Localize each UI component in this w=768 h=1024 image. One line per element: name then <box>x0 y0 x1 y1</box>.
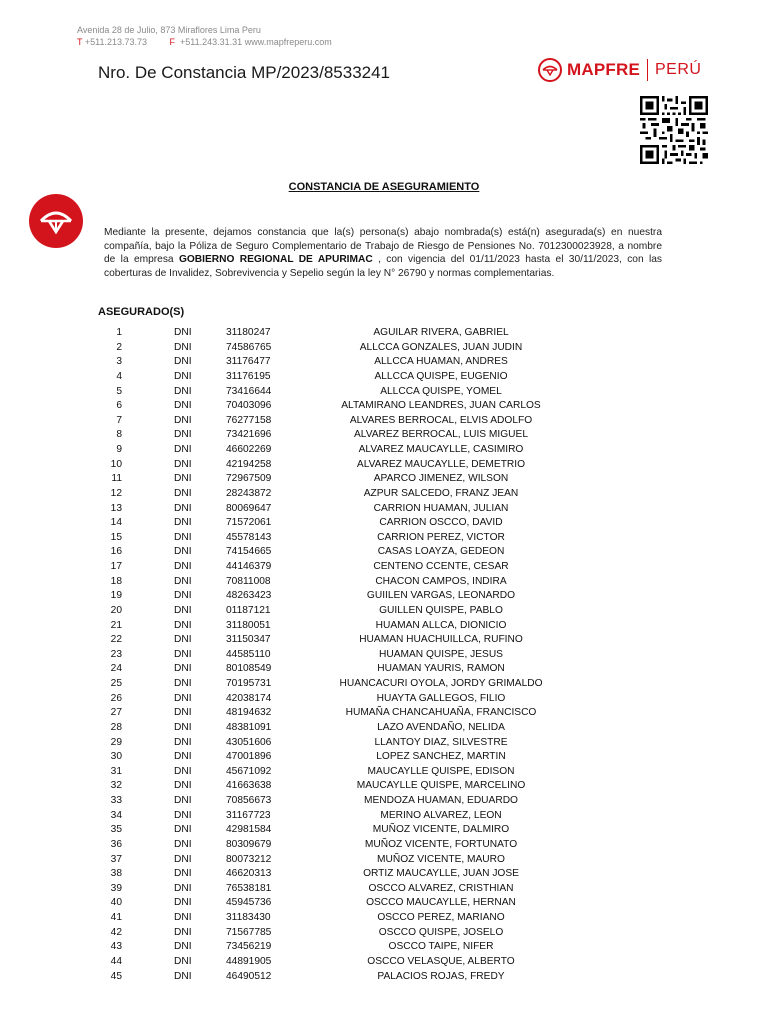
dni-number: 01187121 <box>226 604 271 616</box>
insured-name: MUÑOZ VICENTE, DALMIRO <box>372 824 510 836</box>
dni-number: 31183430 <box>226 912 271 923</box>
table-row <box>98 940 566 955</box>
document-type: DNI <box>174 517 192 529</box>
document-type: DNI <box>174 809 192 821</box>
document-type: DNI <box>174 912 192 923</box>
insured-name: OSCCO MAUCAYLLE, HERNAN <box>366 897 516 909</box>
dni-number: 48381091 <box>226 721 272 733</box>
intro-text-end: , con vigencia del 01/11/2023 hasta el 30/11/2023, con las coberturas de Invalidez, Sobrevivencia y Sepelio según la ley N° 26790 y normas complementarias. <box>104 254 663 279</box>
insured-name: HUAMAN YAURIS, RAMON <box>377 663 505 675</box>
row-number: 34 <box>110 809 122 821</box>
insured-name: HUANCACURI OYOLA, JORDY GRIMALDO <box>339 678 543 689</box>
row-number: 6 <box>116 400 122 412</box>
insured-name: ALLCCA HUAMAN, ANDRES <box>374 356 508 368</box>
table-row <box>98 575 566 590</box>
table-row <box>98 428 566 443</box>
row-number: 4 <box>116 370 122 382</box>
insured-name: CHACON CAMPOS, INDIRA <box>375 575 507 587</box>
dni-number: 74586765 <box>226 341 272 353</box>
logo-brand-text: MAPFRE <box>567 60 640 79</box>
insured-name: CARRION OSCCO, DAVID <box>379 517 503 529</box>
document-type: DNI <box>174 795 192 806</box>
document-type: DNI <box>174 356 192 368</box>
document-type: DNI <box>174 502 192 514</box>
row-number: 11 <box>111 473 122 485</box>
table-row <box>98 604 566 619</box>
row-number: 30 <box>110 751 122 763</box>
dni-number: 80309679 <box>226 838 272 850</box>
insured-name: CENTENO CCENTE, CESAR <box>373 561 509 572</box>
insured-section-label: ASEGURADO(S) <box>98 306 185 318</box>
document-type: DNI <box>174 882 192 894</box>
intro-paragraph <box>104 226 662 280</box>
mapfre-emblem-icon <box>538 58 562 82</box>
dni-number: 73456219 <box>226 941 272 953</box>
document-type: DNI <box>174 751 192 763</box>
table-row <box>98 458 566 473</box>
insured-name: LLANTOY DIAZ, SILVESTRE <box>374 736 508 748</box>
dni-number: 43051606 <box>226 736 272 748</box>
row-number: 16 <box>110 546 122 558</box>
table-row <box>98 794 566 809</box>
row-number: 3 <box>116 356 122 368</box>
table-row <box>98 779 566 794</box>
document-type: DNI <box>174 838 192 850</box>
dni-number: 45578143 <box>226 531 272 543</box>
dni-number: 45945736 <box>226 897 272 909</box>
insured-name: LOPEZ SANCHEZ, MARTIN <box>376 751 506 763</box>
table-row <box>98 341 566 356</box>
dni-number: 48263423 <box>226 590 272 602</box>
table-row <box>98 502 566 517</box>
table-row <box>98 882 566 897</box>
table-row <box>98 970 566 985</box>
row-number: 39 <box>110 882 122 894</box>
dni-number: 76538181 <box>226 882 272 894</box>
table-row <box>98 926 566 941</box>
dni-number: 44585110 <box>226 648 271 660</box>
table-row <box>98 589 566 604</box>
document-type: DNI <box>174 444 192 455</box>
mapfre-peru-logo <box>538 57 701 83</box>
insured-name: ALVAREZ MAUCAYLLE, DEMETRIO <box>356 458 526 470</box>
table-row <box>98 385 566 400</box>
document-type: DNI <box>174 400 192 412</box>
row-number: 28 <box>110 721 122 733</box>
qr-code-icon <box>638 96 710 164</box>
dni-number: 42194258 <box>226 458 272 470</box>
constancia-number: Nro. De Constancia MP/2023/8533241 <box>98 63 391 82</box>
table-row <box>98 472 566 487</box>
insured-name: OSCCO TAIPE, NIFER <box>388 941 494 953</box>
insured-name: LAZO AVENDAÑO, NELIDA <box>377 721 505 733</box>
table-row <box>98 911 566 926</box>
document-type: DNI <box>174 648 192 660</box>
row-number: 18 <box>110 575 122 587</box>
insured-name: ORTIZ MAUCAYLLE, JUAN JOSE <box>363 868 519 880</box>
insured-name: OSCCO PEREZ, MARIANO <box>377 912 505 923</box>
row-number: 20 <box>110 604 122 616</box>
row-number: 2 <box>116 341 122 353</box>
table-row <box>98 765 566 780</box>
insured-name: MUÑOZ VICENTE, MAURO <box>377 853 505 865</box>
table-row <box>98 692 566 707</box>
table-row <box>98 370 566 385</box>
table-row <box>98 560 566 575</box>
row-number: 9 <box>116 444 122 455</box>
insured-name: OSCCO ALVAREZ, CRISTHIAN <box>368 882 514 894</box>
insured-name: ALLCCA GONZALES, JUAN JUDIN <box>359 341 523 353</box>
dni-number: 73421696 <box>226 429 272 441</box>
dni-number: 31150347 <box>226 634 271 646</box>
document-title: CONSTANCIA DE ASEGURAMIENTO <box>288 181 480 193</box>
insured-name: GUIILEN VARGAS, LEONARDO <box>366 590 516 602</box>
document-type: DNI <box>174 853 192 865</box>
insured-name: HUMAÑA CHANCAHUAÑA, FRANCISCO <box>345 707 537 719</box>
document-type: DNI <box>174 765 192 777</box>
table-row <box>98 648 566 663</box>
insured-name: AGUILAR RIVERA, GABRIEL <box>373 327 509 338</box>
dni-number: 31180051 <box>226 619 271 631</box>
insured-name: CARRION PEREZ, VICTOR <box>377 531 505 543</box>
phone-letter: T <box>77 37 83 47</box>
dni-number: 48194632 <box>226 707 272 719</box>
document-type: DNI <box>174 531 192 543</box>
fax-and-website: +511.243.31.31 www.mapfreperu.com <box>180 37 332 47</box>
row-number: 45 <box>110 970 122 982</box>
logo-country-text: PERÚ <box>654 61 702 78</box>
insured-name: CASAS LOAYZA, GEDEON <box>377 546 505 558</box>
row-number: 32 <box>110 780 122 792</box>
document-type: DNI <box>174 458 192 470</box>
dni-number: 76277158 <box>226 414 272 426</box>
row-number: 1 <box>116 327 122 338</box>
document-type: DNI <box>174 561 192 572</box>
dni-number: 70403096 <box>226 400 272 412</box>
row-number: 22 <box>110 634 122 646</box>
insured-name: AZPUR SALCEDO, FRANZ JEAN <box>363 487 519 499</box>
document-type: DNI <box>174 473 192 485</box>
document-type: DNI <box>174 941 192 953</box>
insured-name: PALACIOS ROJAS, FREDY <box>377 970 505 982</box>
document-type: DNI <box>174 678 192 689</box>
row-number: 40 <box>110 897 122 909</box>
table-row <box>98 662 566 677</box>
document-type: DNI <box>174 414 192 426</box>
insured-name: ALLCCA QUISPE, YOMEL <box>380 385 502 397</box>
dni-number: 44146379 <box>226 561 272 572</box>
row-number: 19 <box>110 590 122 602</box>
dni-number: 42981584 <box>226 824 272 836</box>
insured-name: APARCO JIMENEZ, WILSON <box>373 473 509 485</box>
row-number: 38 <box>110 868 122 880</box>
table-row <box>98 867 566 882</box>
row-number: 12 <box>110 487 122 499</box>
document-type: DNI <box>174 385 192 397</box>
row-number: 21 <box>110 619 122 631</box>
insured-name: MENDOZA HUAMAN, EDUARDO <box>364 795 518 806</box>
table-row <box>98 838 566 853</box>
document-type: DNI <box>174 780 192 792</box>
document-type: DNI <box>174 897 192 909</box>
document-type: DNI <box>174 341 192 353</box>
insured-table <box>98 326 566 984</box>
row-number: 27 <box>110 707 122 719</box>
phone-number: +511.213.73.73 <box>84 37 148 47</box>
dni-number: 72967509 <box>226 473 272 485</box>
dni-number: 71567785 <box>226 926 272 938</box>
document-type: DNI <box>174 590 192 602</box>
row-number: 15 <box>110 531 122 543</box>
table-row <box>98 721 566 736</box>
table-row <box>98 736 566 751</box>
dni-number: 46620313 <box>226 868 272 880</box>
row-number: 35 <box>110 824 122 836</box>
document-type: DNI <box>174 721 192 733</box>
insured-name: ALVAREZ BERROCAL, LUIS MIGUEL <box>354 429 528 441</box>
row-number: 33 <box>110 795 122 806</box>
table-row <box>98 677 566 692</box>
document-type: DNI <box>174 824 192 836</box>
table-row <box>98 516 566 531</box>
document-type: DNI <box>174 370 192 382</box>
row-number: 26 <box>110 692 122 704</box>
row-number: 44 <box>110 955 122 967</box>
insured-name: MAUCAYLLE QUISPE, EDISON <box>367 765 515 777</box>
dni-number: 80073212 <box>226 853 272 865</box>
dni-number: 71572061 <box>226 517 272 529</box>
dni-number: 45671092 <box>226 765 272 777</box>
insured-name: ALLCCA QUISPE, EUGENIO <box>374 370 508 382</box>
table-row <box>98 355 566 370</box>
insured-name: HUAMAN QUISPE, JESUS <box>379 648 503 660</box>
document-type: DNI <box>174 707 192 719</box>
dni-number: 42038174 <box>226 692 272 704</box>
row-number: 31 <box>110 765 122 777</box>
document-type: DNI <box>174 663 192 675</box>
dni-number: 31180247 <box>226 327 271 338</box>
dni-number: 44891905 <box>226 955 272 967</box>
table-row <box>98 487 566 502</box>
dni-number: 31167723 <box>226 809 271 821</box>
company-address-block <box>77 24 332 48</box>
document-type: DNI <box>174 868 192 880</box>
insured-name: ALVARES BERROCAL, ELVIS ADOLFO <box>349 414 533 426</box>
mapfre-seal-icon <box>29 194 83 248</box>
row-number: 17 <box>110 561 122 572</box>
insured-name: HUAYTA GALLEGOS, FILIO <box>376 692 506 704</box>
table-row <box>98 443 566 458</box>
table-row <box>98 414 566 429</box>
table-row <box>98 326 566 341</box>
dni-number: 31176195 <box>226 370 271 382</box>
table-row <box>98 750 566 765</box>
row-number: 42 <box>110 926 122 938</box>
insured-name: HUAMAN ALLCA, DIONICIO <box>375 619 507 631</box>
intro-text-start: Mediante la presente, dejamos constancia que la(s) persona(s) abajo nombrada(s) está(n) asegurada(s) en nuestra compañía, bajo la Póliza de Seguro Complementario de Trabajo de Riesgo de Pensiones No. 7012300023928, a nombre de la empresa <box>104 227 662 266</box>
dni-number: 80069647 <box>226 502 272 514</box>
table-row <box>98 955 566 970</box>
row-number: 14 <box>110 517 122 529</box>
insured-name: ALTAMIRANO LEANDRES, JUAN CARLOS <box>341 400 541 412</box>
insured-name: OSCCO QUISPE, JOSELO <box>378 926 504 938</box>
row-number: 25 <box>110 678 122 689</box>
insured-name: OSCCO VELASQUE, ALBERTO <box>367 955 515 967</box>
dni-number: 70195731 <box>226 678 272 689</box>
row-number: 5 <box>116 385 122 397</box>
row-number: 7 <box>116 414 122 426</box>
row-number: 23 <box>110 648 122 660</box>
address-line: Avenida 28 de Julio, 873 Miraflores Lima Peru <box>77 25 261 35</box>
dni-number: 47001896 <box>226 751 272 763</box>
insured-name: MUÑOZ VICENTE, FORTUNATO <box>364 838 518 850</box>
insured-name: GUILLEN QUISPE, PABLO <box>379 604 503 616</box>
company-name: GOBIERNO REGIONAL DE APURIMAC <box>178 254 373 266</box>
row-number: 13 <box>110 502 122 514</box>
insured-name: MERINO ALVAREZ, LEON <box>380 809 502 821</box>
document-type: DNI <box>174 429 192 441</box>
row-number: 41 <box>110 912 122 923</box>
table-row <box>98 823 566 838</box>
table-row <box>98 545 566 560</box>
insured-name: CARRION HUAMAN, JULIAN <box>373 502 509 514</box>
row-number: 8 <box>116 429 122 441</box>
document-type: DNI <box>174 955 192 967</box>
dni-number: 80108549 <box>226 663 272 675</box>
table-row <box>98 809 566 824</box>
dni-number: 28243872 <box>226 487 272 499</box>
logo-separator <box>647 59 648 81</box>
document-type: DNI <box>174 926 192 938</box>
table-row <box>98 399 566 414</box>
insured-name: HUAMAN HUACHUILLCA, RUFINO <box>359 634 523 646</box>
table-row <box>98 706 566 721</box>
dni-number: 46490512 <box>226 970 272 982</box>
table-row <box>98 853 566 868</box>
document-type: DNI <box>174 327 192 338</box>
row-number: 24 <box>110 663 122 675</box>
document-type: DNI <box>174 546 192 558</box>
dni-number: 74154665 <box>226 546 272 558</box>
document-type: DNI <box>174 619 192 631</box>
table-row <box>98 619 566 634</box>
dni-number: 73416644 <box>226 385 272 397</box>
row-number: 10 <box>110 458 122 470</box>
contact-line <box>77 36 332 48</box>
fax-letter: F <box>169 37 176 47</box>
table-row <box>98 896 566 911</box>
dni-number: 70811008 <box>226 575 271 587</box>
insured-table-body <box>98 326 566 984</box>
insured-name: ALVAREZ MAUCAYLLE, CASIMIRO <box>358 444 524 455</box>
document-type: DNI <box>174 604 192 616</box>
table-row <box>98 633 566 648</box>
row-number: 37 <box>110 853 122 865</box>
document-type: DNI <box>174 575 192 587</box>
dni-number: 41663638 <box>226 780 272 792</box>
document-type: DNI <box>174 692 192 704</box>
document-type: DNI <box>174 970 192 982</box>
document-type: DNI <box>174 487 192 499</box>
row-number: 36 <box>110 838 122 850</box>
table-row <box>98 531 566 546</box>
insured-name: MAUCAYLLE QUISPE, MARCELINO <box>356 780 526 792</box>
document-type: DNI <box>174 736 192 748</box>
row-number: 29 <box>110 736 122 748</box>
row-number: 43 <box>110 941 122 953</box>
document-type: DNI <box>174 634 192 646</box>
dni-number: 70856673 <box>226 795 272 806</box>
dni-number: 46602269 <box>226 444 272 455</box>
dni-number: 31176477 <box>226 356 271 368</box>
